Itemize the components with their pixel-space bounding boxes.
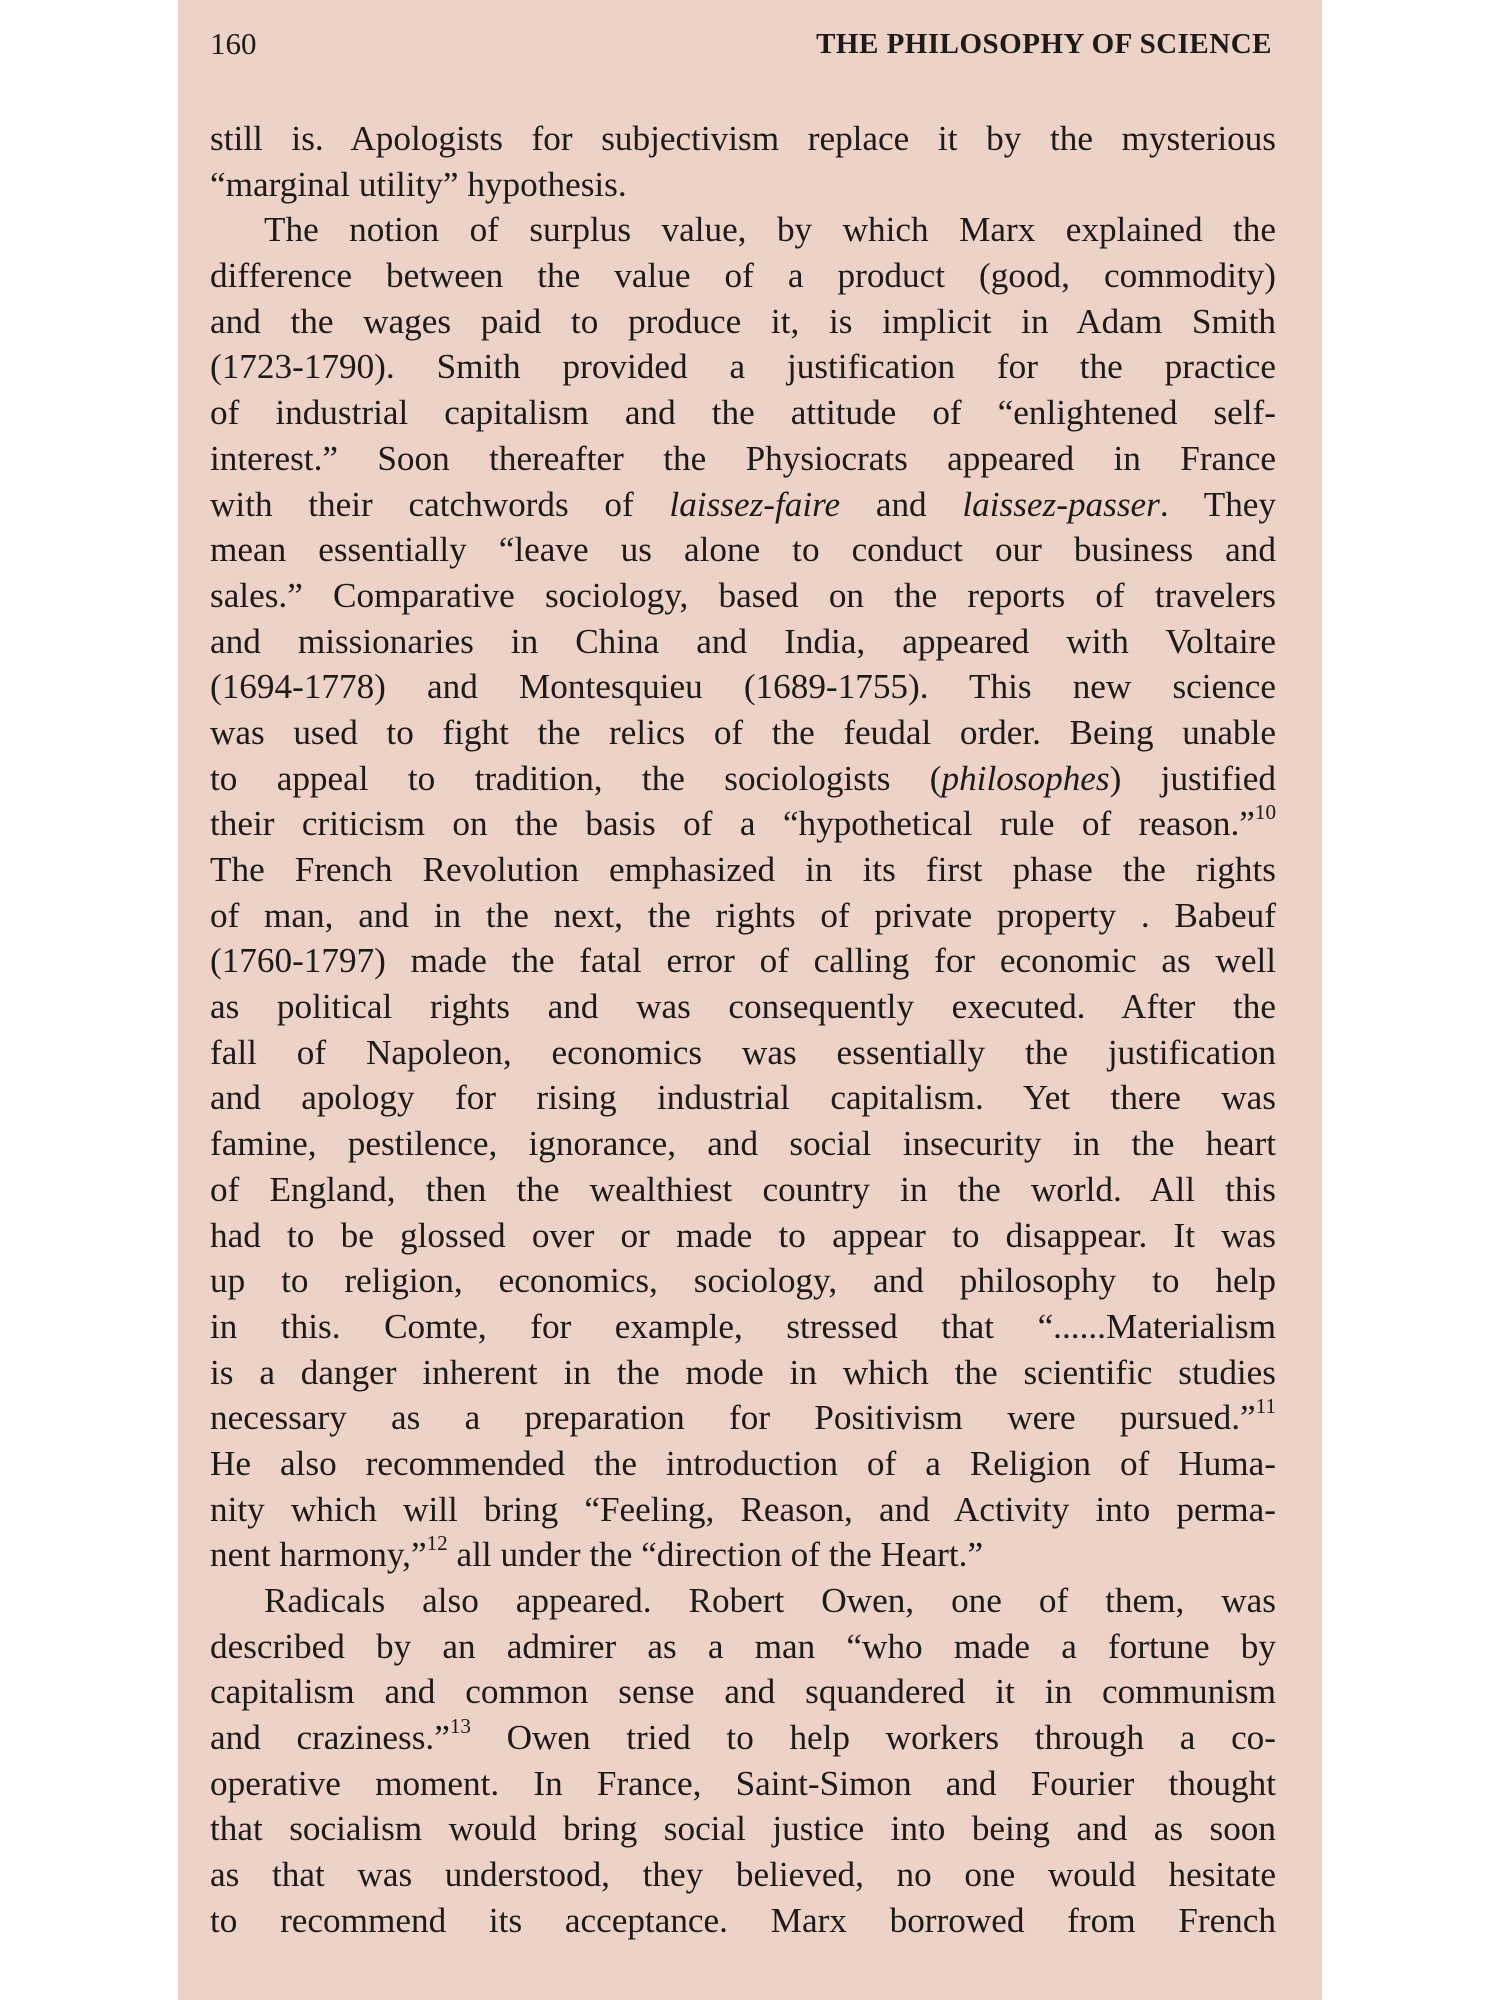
text-line: in this. Comte, for example, stressed that “......Materialism xyxy=(210,1306,1276,1346)
text-line: still is. Apologists for subjectivism replace it by the mysterious xyxy=(210,119,1276,158)
page-header xyxy=(210,26,1272,74)
text-line: of man, and in the next, the rights of private property . Babeuf xyxy=(210,895,1276,935)
text-line: and apology for rising industrial capitalism. Yet there was xyxy=(210,1078,1276,1118)
text-line: difference between the value of a product (good, commodity) xyxy=(210,256,1276,296)
text-span: Owen tried to help workers through a co- xyxy=(470,1718,1276,1758)
text-line: and missionaries in China and India, appeared with Voltaire xyxy=(210,621,1276,661)
text-line: as political rights and was consequently executed. After the xyxy=(210,987,1276,1027)
footnote-ref: 13 xyxy=(449,1714,471,1739)
text-line xyxy=(210,756,1276,802)
text-span: all under the “direction of the Heart.” xyxy=(447,1535,984,1575)
text-line: of England, then the wealthiest country in the world. All this xyxy=(210,1169,1276,1209)
text-line: sales.” Comparative sociology, based on the reports of travelers xyxy=(210,575,1276,615)
text-line xyxy=(210,1532,1276,1578)
text-line xyxy=(210,1715,1276,1761)
text-line: that socialism would bring social justice into being and as soon xyxy=(210,1809,1276,1849)
text-line: is a danger inherent in the mode in which the scientific studies xyxy=(210,1352,1276,1392)
text-line: described by an admirer as a man “who made a fortune by xyxy=(210,1626,1276,1666)
italic-term: philosophes xyxy=(941,758,1110,798)
text-line: was used to fight the relics of the feudal order. Being unable xyxy=(210,712,1276,752)
body-text xyxy=(210,116,1276,1944)
text-span: ) justified xyxy=(1109,758,1276,798)
text-line: to recommend its acceptance. Marx borrowed from French xyxy=(210,1900,1276,1940)
text-span: and craziness.” xyxy=(210,1718,450,1758)
text-span: necessary as a preparation for Positivism were pursued.” xyxy=(210,1398,1256,1438)
text-span: nent harmony,” xyxy=(210,1535,427,1575)
text-line: Radicals also appeared. Robert Owen, one of them, was xyxy=(264,1581,1276,1620)
text-span: their criticism on the basis of a “hypothetical rule of reason.” xyxy=(210,804,1255,844)
running-head: THE PHILOSOPHY OF SCIENCE xyxy=(816,28,1272,60)
text-line: up to religion, economics, sociology, and philosophy to help xyxy=(210,1261,1276,1301)
text-line: capitalism and common sense and squandered it in communism xyxy=(210,1672,1276,1712)
text-line: famine, pestilence, ignorance, and social insecurity in the heart xyxy=(210,1124,1276,1164)
text-span: to appeal to tradition, the sociologists ( xyxy=(210,758,942,798)
text-line: as that was understood, they believed, no one would hesitate xyxy=(210,1855,1276,1895)
text-line: “marginal utility” hypothesis. xyxy=(210,164,627,204)
text-line: nity which will bring “Feeling, Reason, and Activity into perma- xyxy=(210,1489,1276,1529)
text-line: had to be glossed over or made to appear to disappear. It was xyxy=(210,1215,1276,1255)
italic-term: laissez-passer xyxy=(962,484,1160,524)
text-line: (1694-1778) and Montesquieu (1689-1755). This new science xyxy=(210,667,1276,707)
text-line: The French Revolution emphasized in its first phase the rights xyxy=(210,850,1276,889)
text-line: operative moment. In France, Saint-Simon and Fourier thought xyxy=(210,1763,1276,1803)
text-line: (1723-1790). Smith provided a justification for the practice xyxy=(210,347,1276,387)
text-line: (1760-1797) made the fatal error of calling for economic as well xyxy=(210,941,1276,981)
footnote-ref: 12 xyxy=(426,1531,448,1556)
text-line xyxy=(210,1395,1276,1441)
page-number: 160 xyxy=(210,26,257,61)
book-page xyxy=(178,0,1322,2000)
text-line: mean essentially “leave us alone to conduct our business and xyxy=(210,530,1276,570)
footnote-ref: 11 xyxy=(1255,1394,1276,1419)
text-line: of industrial capitalism and the attitude of “enlightened self- xyxy=(210,393,1276,433)
text-line: interest.” Soon thereafter the Physiocrats appeared in France xyxy=(210,438,1276,478)
text-line: fall of Napoleon, economics was essentially the justification xyxy=(210,1032,1276,1072)
footnote-ref: 10 xyxy=(1254,800,1276,825)
italic-term: laissez-faire xyxy=(669,484,841,524)
text-span: with their catchwords of xyxy=(210,484,670,524)
text-line: and the wages paid to produce it, is implicit in Adam Smith xyxy=(210,301,1276,341)
text-span: and xyxy=(840,484,963,524)
text-line xyxy=(210,801,1276,847)
text-line: He also recommended the introduction of a Religion of Huma- xyxy=(210,1443,1276,1483)
text-line xyxy=(210,482,1276,528)
text-line: The notion of surplus value, by which Marx explained the xyxy=(264,210,1276,250)
text-span: . They xyxy=(1159,484,1276,524)
